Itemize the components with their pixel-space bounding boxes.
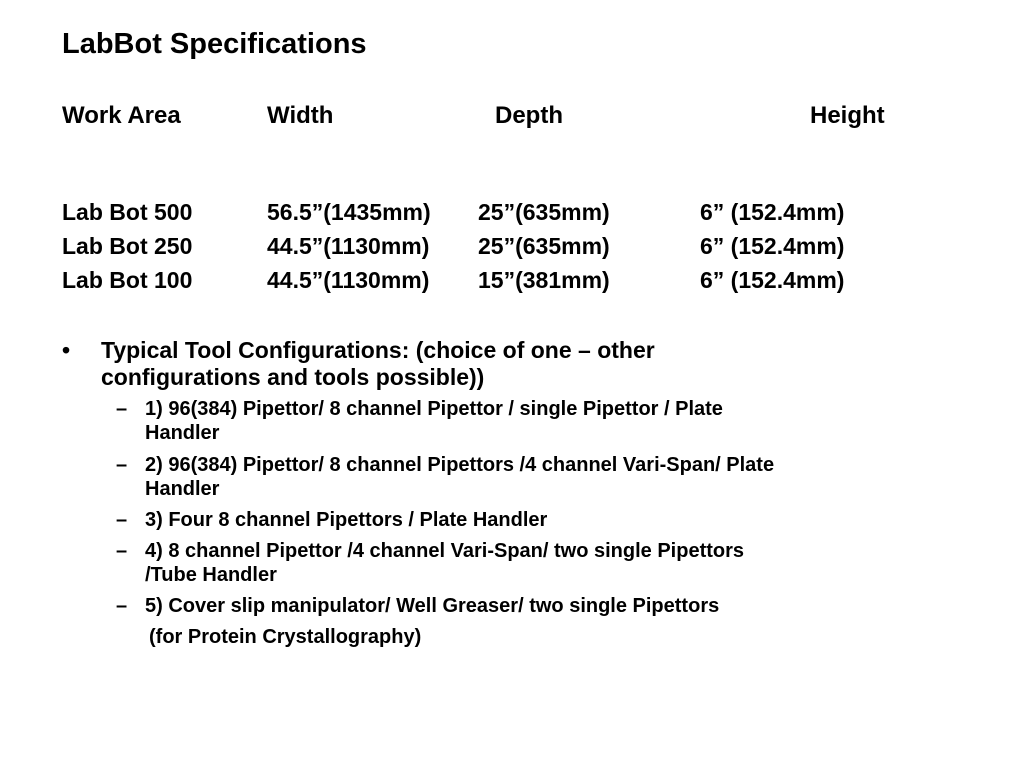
sub-item-text-line1: 3) Four 8 channel Pipettors / Plate Handler	[145, 509, 548, 531]
header-depth: Depth	[495, 102, 563, 129]
sub-item-text-line2: /Tube Handler	[145, 564, 277, 586]
header-work-area: Work Area	[62, 102, 181, 129]
dash-marker: –	[116, 595, 128, 617]
model-name: Lab Bot 100	[62, 267, 193, 293]
sub-item-text-line1: 4) 8 channel Pipettor /4 channel Vari-Span/ two single Pipettors	[145, 540, 745, 562]
slide-title: LabBot Specifications	[62, 28, 367, 60]
sub-item-text-line1: 5) Cover slip manipulator/ Well Greaser/ two single Pipettors	[145, 595, 720, 617]
bullet-text-line1: Typical Tool Configurations: (choice of one – other	[101, 337, 655, 363]
trailing-note: (for Protein Crystallography)	[149, 626, 422, 648]
header-width: Width	[267, 102, 334, 129]
height-value: 6” (152.4mm)	[700, 199, 845, 225]
model-name: Lab Bot 250	[62, 233, 193, 259]
width-value: 44.5”(1130mm)	[267, 233, 430, 259]
dash-marker: –	[116, 540, 128, 562]
sub-item-text-line2: Handler	[145, 478, 220, 500]
dash-marker: –	[116, 509, 128, 531]
model-name: Lab Bot 500	[62, 199, 193, 225]
sub-item-text-line2: Handler	[145, 422, 220, 444]
dash-marker: –	[116, 454, 128, 476]
width-value: 56.5”(1435mm)	[267, 199, 431, 225]
sub-item-text-line1: 2) 96(384) Pipettor/ 8 channel Pipettors /4 channel Vari-Span/ Plate	[145, 454, 775, 476]
bullet-marker: •	[62, 337, 71, 363]
bullet-text-line2: configurations and tools possible))	[101, 364, 485, 390]
depth-value: 15”(381mm)	[478, 267, 610, 293]
height-value: 6” (152.4mm)	[700, 267, 845, 293]
depth-value: 25”(635mm)	[478, 233, 610, 259]
height-value: 6” (152.4mm)	[700, 233, 845, 259]
sub-item-text-line1: 1) 96(384) Pipettor/ 8 channel Pipettor / single Pipettor / Plate	[145, 398, 723, 420]
width-value: 44.5”(1130mm)	[267, 267, 430, 293]
dash-marker: –	[116, 398, 128, 420]
header-height: Height	[810, 102, 885, 129]
depth-value: 25”(635mm)	[478, 199, 610, 225]
